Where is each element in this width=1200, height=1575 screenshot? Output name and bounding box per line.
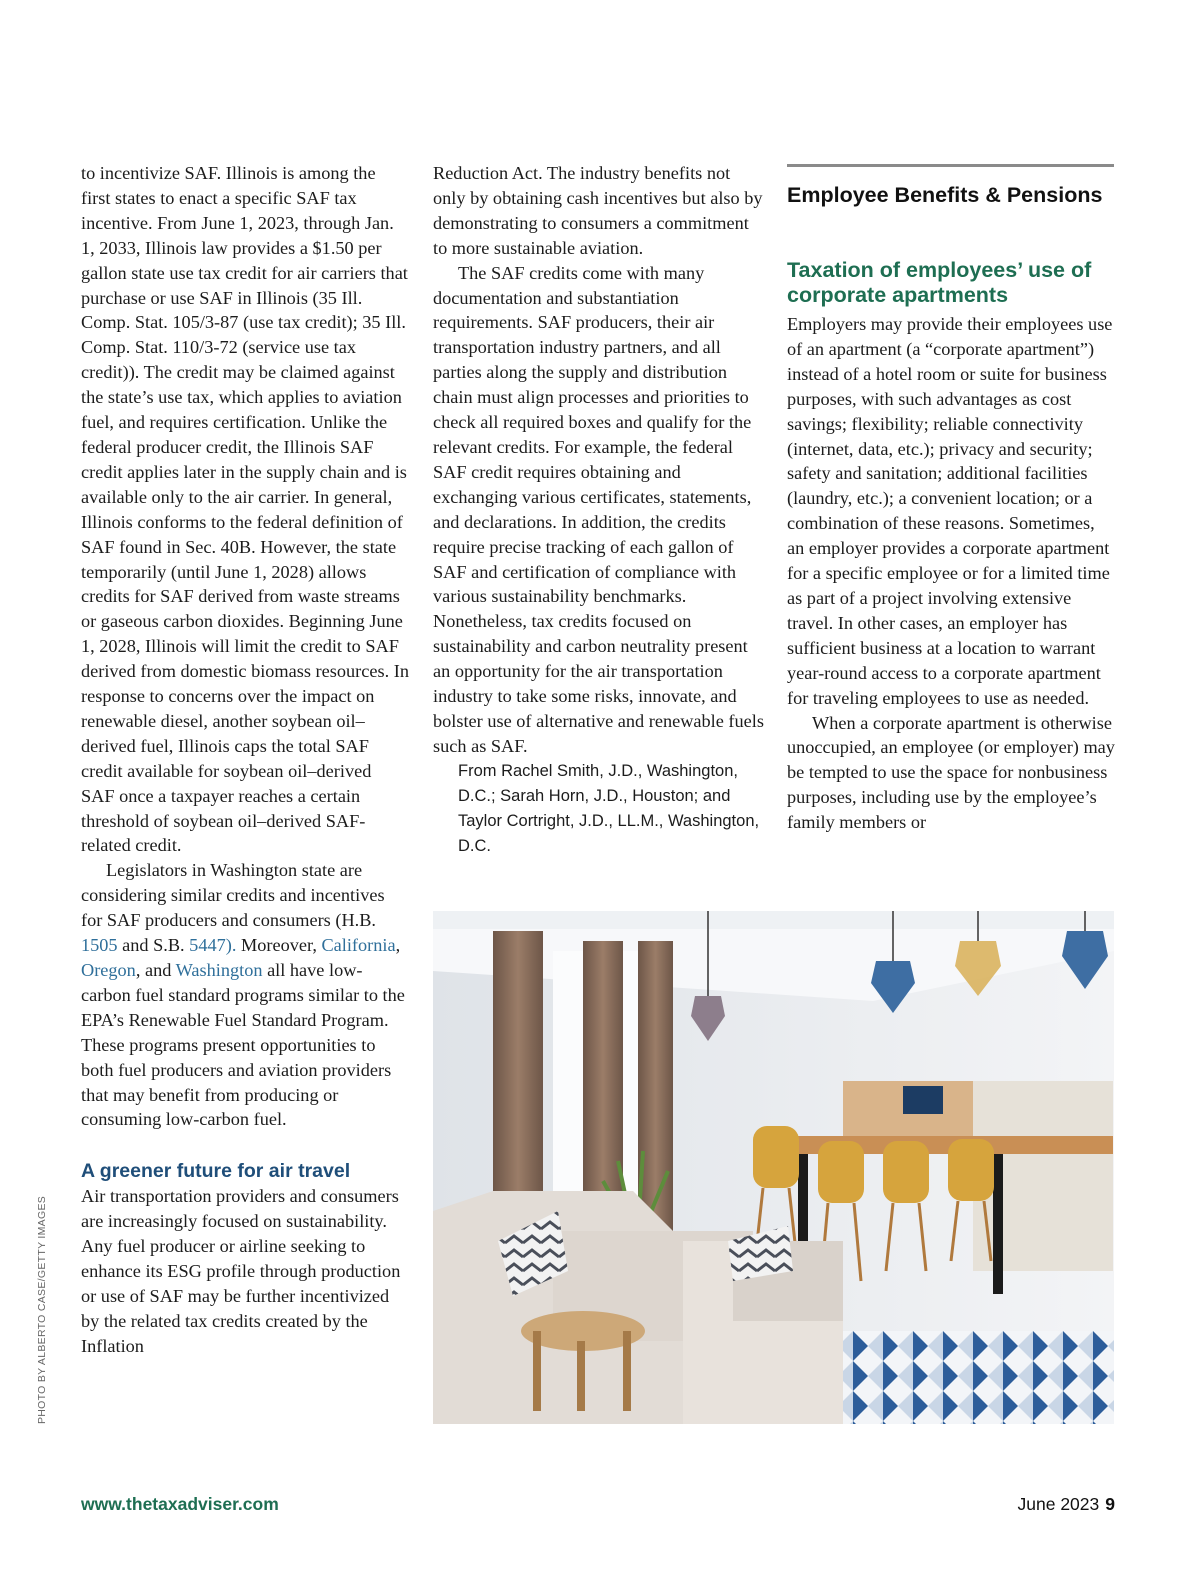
photo-credit: PHOTO BY ALBERTO CASE/GETTY IMAGES — [36, 1195, 48, 1424]
section-title: Employee Benefits & Pensions — [787, 183, 1103, 207]
body-paragraph: to incentivize SAF. Illinois is among the first states to enact a specific SAF tax incentive. From June 1, 2023, through Jan. 1, 2033, Illinois law provides a $1.50 per gallon state use tax credit for air carriers that purchase or use SAF in Illinois (35 Ill. Comp. Stat. 105/3-87 (use tax credit); 35 Ill. Comp. Stat. 110/3-72 (service use tax credit)). The credit may be claimed against the state’s use tax, which applies to aviation fuel, and requires certification. Unlike the federal producer credit, the Illinois SAF credit applies later in the supply chain and is available only to the air carrier. In general, Illinois conforms to the federal definition of SAF found in Sec. 40B. However, the state temporarily (until June 1, 2028) allows credits for SAF derived from waste streams or gaseous carbon dioxides. Beginning June 1, 2028, Illinois will limit the credit to SAF derived from domestic biomass resources. In response to concerns over the impact on renewable diesel, another soybean oil–derived fuel, Illinois caps the total SAF credit available for soybean oil–derived SAF once a taxpayer reaches a certain threshold of soybean oil–derived SAF-related credit. — [81, 163, 409, 856]
body-paragraph: Employers may provide their employees use of an apartment (a “corporate apartment”) instead of a hotel room or suite for business purposes, with such advantages as cost savings; flexibility; reliable connectivity (internet, data, etc.); privacy and security; safety and sanitation; additional facilities (laundry, etc.); a convenient location; or a combination of these reasons. Sometimes, an employer provides a corporate apartment for a specific employee or for a limited time as part of a project involving extensive travel. In other cases, an employer has sufficient business at a location to warrant year-round access to a corporate apartment for traveling employees to use as needed. — [787, 314, 1113, 708]
apartment-photo — [433, 911, 1114, 1424]
text-run: Legislators in Washington state are considering similar credits and incentives for SAF producers and consumers (H.B. — [81, 860, 385, 931]
footer-issue-date — [1018, 1494, 1115, 1515]
page-number: 9 — [1105, 1494, 1115, 1514]
link-california[interactable]: California — [321, 935, 396, 956]
text-run: , — [395, 935, 401, 956]
column-1 — [81, 161, 409, 1359]
apartment-illustration — [433, 911, 1114, 1424]
text-run: Moreover, — [236, 935, 322, 956]
link-oregon[interactable]: Oregon — [81, 960, 136, 980]
link-sb-5447[interactable]: 5447). — [189, 935, 237, 956]
column-3 — [787, 312, 1115, 835]
body-paragraph: The SAF credits come with many documentation and substantiation requirements. SAF producers, their air transportation industry partners, and all parties along the supply and distribution chain must align processes and priorities to check all required boxes and qualify for the relevant credits. For example, the federal SAF credit requires obtaining and exchanging various certificates, statements, and declarations. In addition, the credits require precise tracking of each gallon of SAF and certification of compliance with various sustainability benchmarks. Nonetheless, tax credits focused on sustainability and carbon neutrality present an opportunity for the air transportation industry to take some risks, innovate, and bolster use of alternative and renewable fuels such as SAF. — [433, 262, 764, 756]
link-hb-1505[interactable]: 1505 — [81, 935, 118, 956]
text-run: and S.B. — [117, 935, 190, 956]
text-run: , and — [135, 960, 176, 980]
subheading: A greener future for air travel — [81, 1160, 351, 1183]
section-rule — [787, 164, 1114, 167]
body-paragraph: Reduction Act. The industry benefits not only by obtaining cash incentives but also by demonstrating to consumers a commitment to more sustainable aviation. — [433, 163, 763, 258]
text-run: all have low-carbon fuel standard programs similar to the EPA’s Renewable Fuel Standard Program. These programs present opportunities to both fuel producers and aviation providers that may benefit from producing or consuming low-carbon fuel. — [81, 960, 405, 1130]
issue-date: June 2023 — [1017, 1494, 1100, 1514]
body-paragraph — [81, 858, 409, 1132]
body-paragraph: Air transportation providers and consumers are increasingly focused on sustainability. Any fuel producer or airline seeking to enhance its ESG profile through production or use of SAF may be further incentivized by the related tax credits created by the Inflation — [81, 1186, 401, 1356]
footer-website-link[interactable]: www.thetaxadviser.com — [81, 1494, 279, 1514]
author-credit: From Rachel Smith, J.D., Washington, D.C.; Sarah Horn, J.D., Houston; and Taylor Cortright, J.D., LL.M., Washington, D.C. — [458, 761, 760, 855]
column-2 — [433, 161, 765, 859]
link-washington[interactable]: Washington — [175, 960, 263, 980]
article-title: Taxation of employees’ use of corporate apartments — [787, 258, 1092, 307]
body-paragraph: When a corporate apartment is otherwise unoccupied, an employee (or employer) may be tempted to use the space for nonbusiness purposes, including use by the employee’s family members or — [787, 712, 1115, 833]
